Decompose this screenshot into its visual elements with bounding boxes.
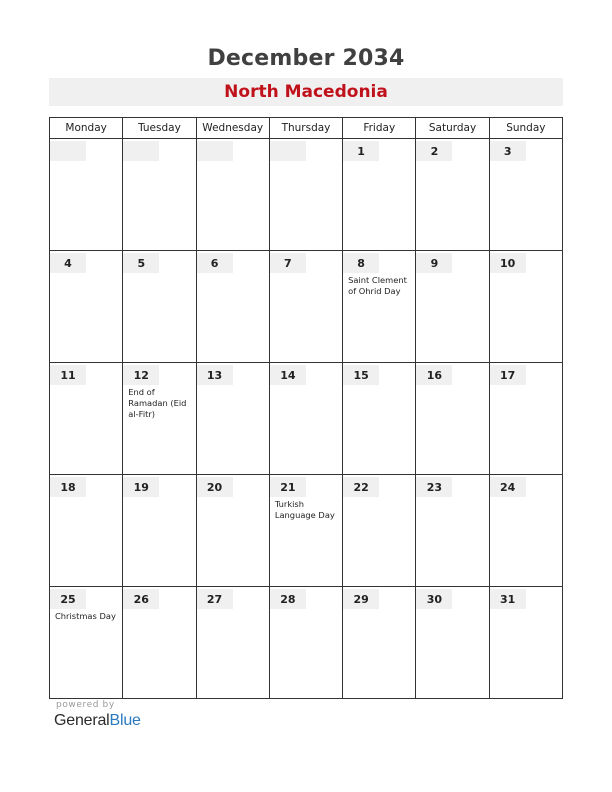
day-cell: [50, 363, 123, 475]
day-number: [50, 141, 86, 161]
day-number: 22: [343, 477, 379, 497]
day-cell: [50, 139, 123, 251]
day-number: [197, 141, 233, 161]
day-number: 13: [197, 365, 233, 385]
day-number: 14: [270, 365, 306, 385]
weekday-header: Monday: [50, 118, 123, 139]
generalblue-logo: [54, 712, 141, 730]
country-banner: [49, 78, 563, 106]
day-number: [270, 141, 306, 161]
weekday-header: Sunday: [489, 118, 562, 139]
week-row: [50, 363, 563, 475]
day-cell: [489, 363, 562, 475]
day-number: 3: [490, 141, 526, 161]
day-number: 10: [490, 253, 526, 273]
day-number: 25: [50, 589, 86, 609]
calendar-title: December 2034: [207, 46, 405, 71]
day-cell: [343, 251, 416, 363]
week-row: [50, 587, 563, 699]
weekday-header: Saturday: [416, 118, 489, 139]
holiday-label: Turkish Language Day: [274, 499, 335, 521]
day-cell: [343, 587, 416, 699]
day-cell: [416, 139, 489, 251]
day-cell: [196, 475, 269, 587]
day-number: 17: [490, 365, 526, 385]
day-cell: [269, 587, 342, 699]
day-cell: [343, 475, 416, 587]
day-number: [123, 141, 159, 161]
brand-general: General: [54, 712, 110, 729]
day-cell: [489, 139, 562, 251]
day-cell: [269, 251, 342, 363]
day-number: 12: [123, 365, 159, 385]
day-number: 18: [50, 477, 86, 497]
weekday-header: Wednesday: [196, 118, 269, 139]
day-number: 7: [270, 253, 306, 273]
holiday-label: Christmas Day: [55, 611, 116, 621]
day-cell: [489, 251, 562, 363]
day-number: 6: [197, 253, 233, 273]
day-cell: [196, 587, 269, 699]
day-cell: [123, 139, 196, 251]
day-number: 8: [343, 253, 379, 273]
week-row: [50, 139, 563, 251]
day-cell: [196, 251, 269, 363]
day-number: 11: [50, 365, 86, 385]
day-number: 20: [197, 477, 233, 497]
day-number: 23: [416, 477, 452, 497]
day-cell: [416, 251, 489, 363]
day-cell: [123, 363, 196, 475]
day-number: 26: [123, 589, 159, 609]
day-number: 1: [343, 141, 379, 161]
day-cell: [123, 475, 196, 587]
day-cell: [489, 587, 562, 699]
day-number: 19: [123, 477, 159, 497]
day-cell: [269, 139, 342, 251]
country-name: North Macedonia: [224, 82, 388, 102]
day-number: 5: [123, 253, 159, 273]
weekday-header: Thursday: [269, 118, 342, 139]
day-cell: [123, 587, 196, 699]
day-cell: [489, 475, 562, 587]
week-row: [50, 251, 563, 363]
day-cell: [416, 587, 489, 699]
brand-blue: Blue: [109, 712, 141, 729]
powered-by-text: powered by: [56, 700, 115, 710]
day-number: 4: [50, 253, 86, 273]
day-cell: [269, 475, 342, 587]
week-row: [50, 475, 563, 587]
day-cell: [50, 251, 123, 363]
day-cell: [50, 587, 123, 699]
day-cell: [416, 363, 489, 475]
day-number: 27: [197, 589, 233, 609]
day-number: 28: [270, 589, 306, 609]
day-cell: [50, 475, 123, 587]
holiday-label: End of Ramadan (Eid al-Fitr): [128, 387, 187, 420]
day-number: 30: [416, 589, 452, 609]
day-number: 21: [270, 477, 306, 497]
day-cell: [343, 139, 416, 251]
weekday-header: Tuesday: [123, 118, 196, 139]
day-number: 31: [490, 589, 526, 609]
day-cell: [343, 363, 416, 475]
day-cell: [196, 139, 269, 251]
weekday-header: Friday: [343, 118, 416, 139]
day-number: 24: [490, 477, 526, 497]
day-number: 9: [416, 253, 452, 273]
day-cell: [416, 475, 489, 587]
day-number: 29: [343, 589, 379, 609]
day-cell: [269, 363, 342, 475]
day-number: 15: [343, 365, 379, 385]
day-cell: [123, 251, 196, 363]
calendar-grid: [49, 117, 563, 699]
day-number: 16: [416, 365, 452, 385]
holiday-label: Saint Clement of Ohrid Day: [348, 275, 407, 297]
weekday-header-row: [50, 118, 563, 139]
day-number: 2: [416, 141, 452, 161]
day-cell: [196, 363, 269, 475]
